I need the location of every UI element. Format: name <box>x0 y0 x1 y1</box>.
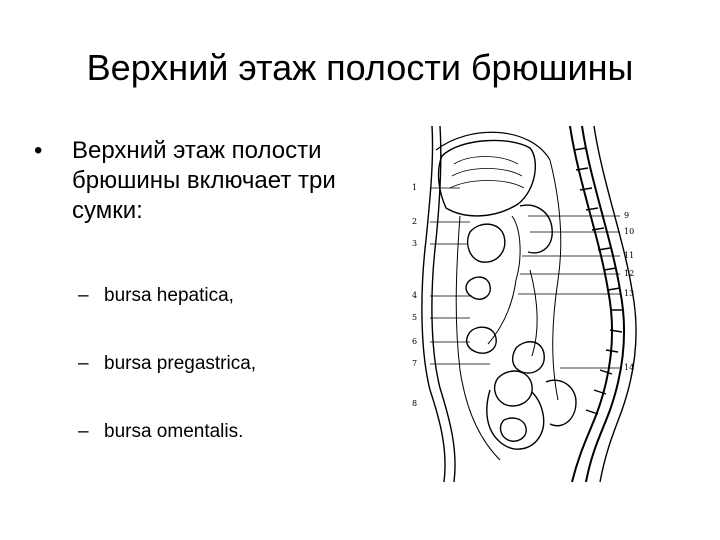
label-9: 9 <box>624 211 630 220</box>
label-2: 2 <box>412 217 418 226</box>
label-5: 5 <box>412 313 418 322</box>
label-13: 13 <box>624 289 635 298</box>
label-11: 11 <box>624 251 635 260</box>
dash-marker: – <box>78 285 89 306</box>
label-8: 8 <box>412 399 418 408</box>
slide-title: Верхний этаж полости брюшины <box>86 47 634 88</box>
label-4: 4 <box>412 291 418 300</box>
sub-item-text: bursa omentalis. <box>104 421 244 442</box>
dash-marker: – <box>78 421 89 442</box>
label-12: 12 <box>624 269 635 278</box>
dash-marker: – <box>78 353 89 374</box>
bullet-marker: • <box>34 137 43 164</box>
sagittal-section-drawing <box>400 120 660 490</box>
sub-item-bursa-hepatica <box>78 284 234 308</box>
label-7: 7 <box>412 359 418 368</box>
label-6: 6 <box>412 337 418 346</box>
label-10: 10 <box>624 227 635 236</box>
main-bullet <box>34 136 364 226</box>
bullet-text: Верхний этаж полости брюшины включает три сумки: <box>72 137 336 224</box>
sub-item-text: bursa pregastrica, <box>104 353 257 374</box>
sub-item-text: bursa hepatica, <box>104 285 234 306</box>
label-14: 14 <box>624 363 635 372</box>
sub-item-bursa-pregastrica <box>78 352 256 376</box>
anatomy-figure <box>400 120 660 490</box>
sub-item-bursa-omentalis <box>78 420 243 444</box>
label-3: 3 <box>412 239 418 248</box>
label-1: 1 <box>412 183 418 192</box>
